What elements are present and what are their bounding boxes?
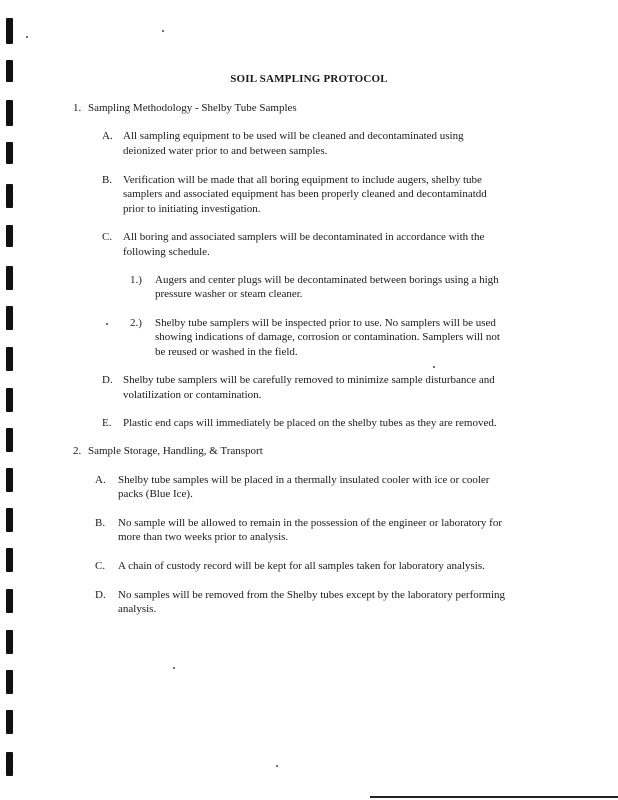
binder-mark: [6, 630, 13, 654]
binder-mark: [6, 184, 13, 208]
item-line: deionized water prior to and between samples.: [123, 145, 328, 157]
binder-mark: [6, 18, 13, 44]
item-line: volatilization or contamination.: [123, 389, 262, 401]
scan-speck: [106, 323, 108, 325]
item-line: All boring and associated samplers will be decontaminated in accordance with the: [123, 231, 485, 243]
subitem-line: pressure washer or steam cleaner.: [155, 288, 303, 300]
binder-mark: [6, 142, 13, 164]
item-line: following schedule.: [123, 246, 210, 258]
subitem-label: 1.): [130, 274, 142, 286]
binder-mark: [6, 306, 13, 330]
item-label: D.: [102, 374, 113, 386]
binder-mark: [6, 468, 13, 492]
subitem-line: Augers and center plugs will be decontaminated between borings using a high: [155, 274, 499, 286]
item-line: No samples will be removed from the Shelby tubes except by the laboratory performing: [118, 589, 506, 601]
item-line: Verification will be made that all boring equipment to include augers, shelby tube: [123, 174, 482, 186]
item-line: Plastic end caps will immediately be placed on the shelby tubes as they are removed.: [123, 417, 497, 429]
binder-mark: [6, 100, 13, 126]
section-heading: Sample Storage, Handling, & Transport: [88, 445, 263, 457]
subitem-label: 2.): [130, 317, 142, 329]
section-heading: Sampling Methodology - Shelby Tube Samples: [88, 102, 297, 114]
subitem-line: be reused or washed in the field.: [155, 346, 298, 358]
binder-mark: [6, 752, 13, 776]
subitem-line: showing indications of damage, corrosion or contamination. Samplers will not: [155, 331, 500, 343]
item-line: prior to initiating investigation.: [123, 203, 261, 215]
item-label: E.: [102, 417, 112, 429]
binder-mark: [6, 266, 13, 290]
item-label: B.: [95, 517, 106, 529]
item-line: All sampling equipment to be used will be cleaned and decontaminated using: [123, 130, 464, 142]
scan-speck: [26, 36, 28, 38]
binder-mark: [6, 388, 13, 412]
binder-mark: [6, 548, 13, 572]
binder-mark: [6, 347, 13, 371]
item-line: packs (Blue Ice).: [118, 488, 193, 500]
item-label: C.: [102, 231, 113, 243]
binder-mark: [6, 508, 13, 532]
item-line: analysis.: [118, 603, 157, 615]
binder-mark: [6, 670, 13, 694]
item-line: samplers and associated equipment has been properly cleaned and decontaminatdd: [123, 188, 487, 200]
binder-mark: [6, 428, 13, 452]
section-number: 1.: [73, 102, 82, 114]
document-title: SOIL SAMPLING PROTOCOL: [230, 73, 388, 85]
binder-mark: [6, 225, 13, 247]
item-label: C.: [95, 560, 106, 572]
binder-mark: [6, 589, 13, 613]
section-number: 2.: [73, 445, 82, 457]
item-label: A.: [102, 130, 113, 142]
scan-edge-line: [370, 796, 618, 798]
item-label: B.: [102, 174, 113, 186]
scan-speck: [162, 30, 164, 32]
binder-mark: [6, 710, 13, 734]
scan-speck: [433, 366, 435, 368]
item-line: Shelby tube samples will be placed in a thermally insulated cooler with ice or cooler: [118, 474, 490, 486]
item-label: D.: [95, 589, 106, 601]
scan-speck: [276, 765, 278, 767]
item-label: A.: [95, 474, 106, 486]
item-line: Shelby tube samplers will be carefully removed to minimize sample disturbance and: [123, 374, 495, 386]
scan-speck: [173, 667, 175, 669]
item-line: more than two weeks prior to analysis.: [118, 531, 289, 543]
item-line: A chain of custody record will be kept for all samples taken for laboratory analysis.: [118, 560, 485, 572]
subitem-line: Shelby tube samplers will be inspected prior to use. No samplers will be used: [155, 317, 496, 329]
item-line: No sample will be allowed to remain in the possession of the engineer or laboratory for: [118, 517, 502, 529]
